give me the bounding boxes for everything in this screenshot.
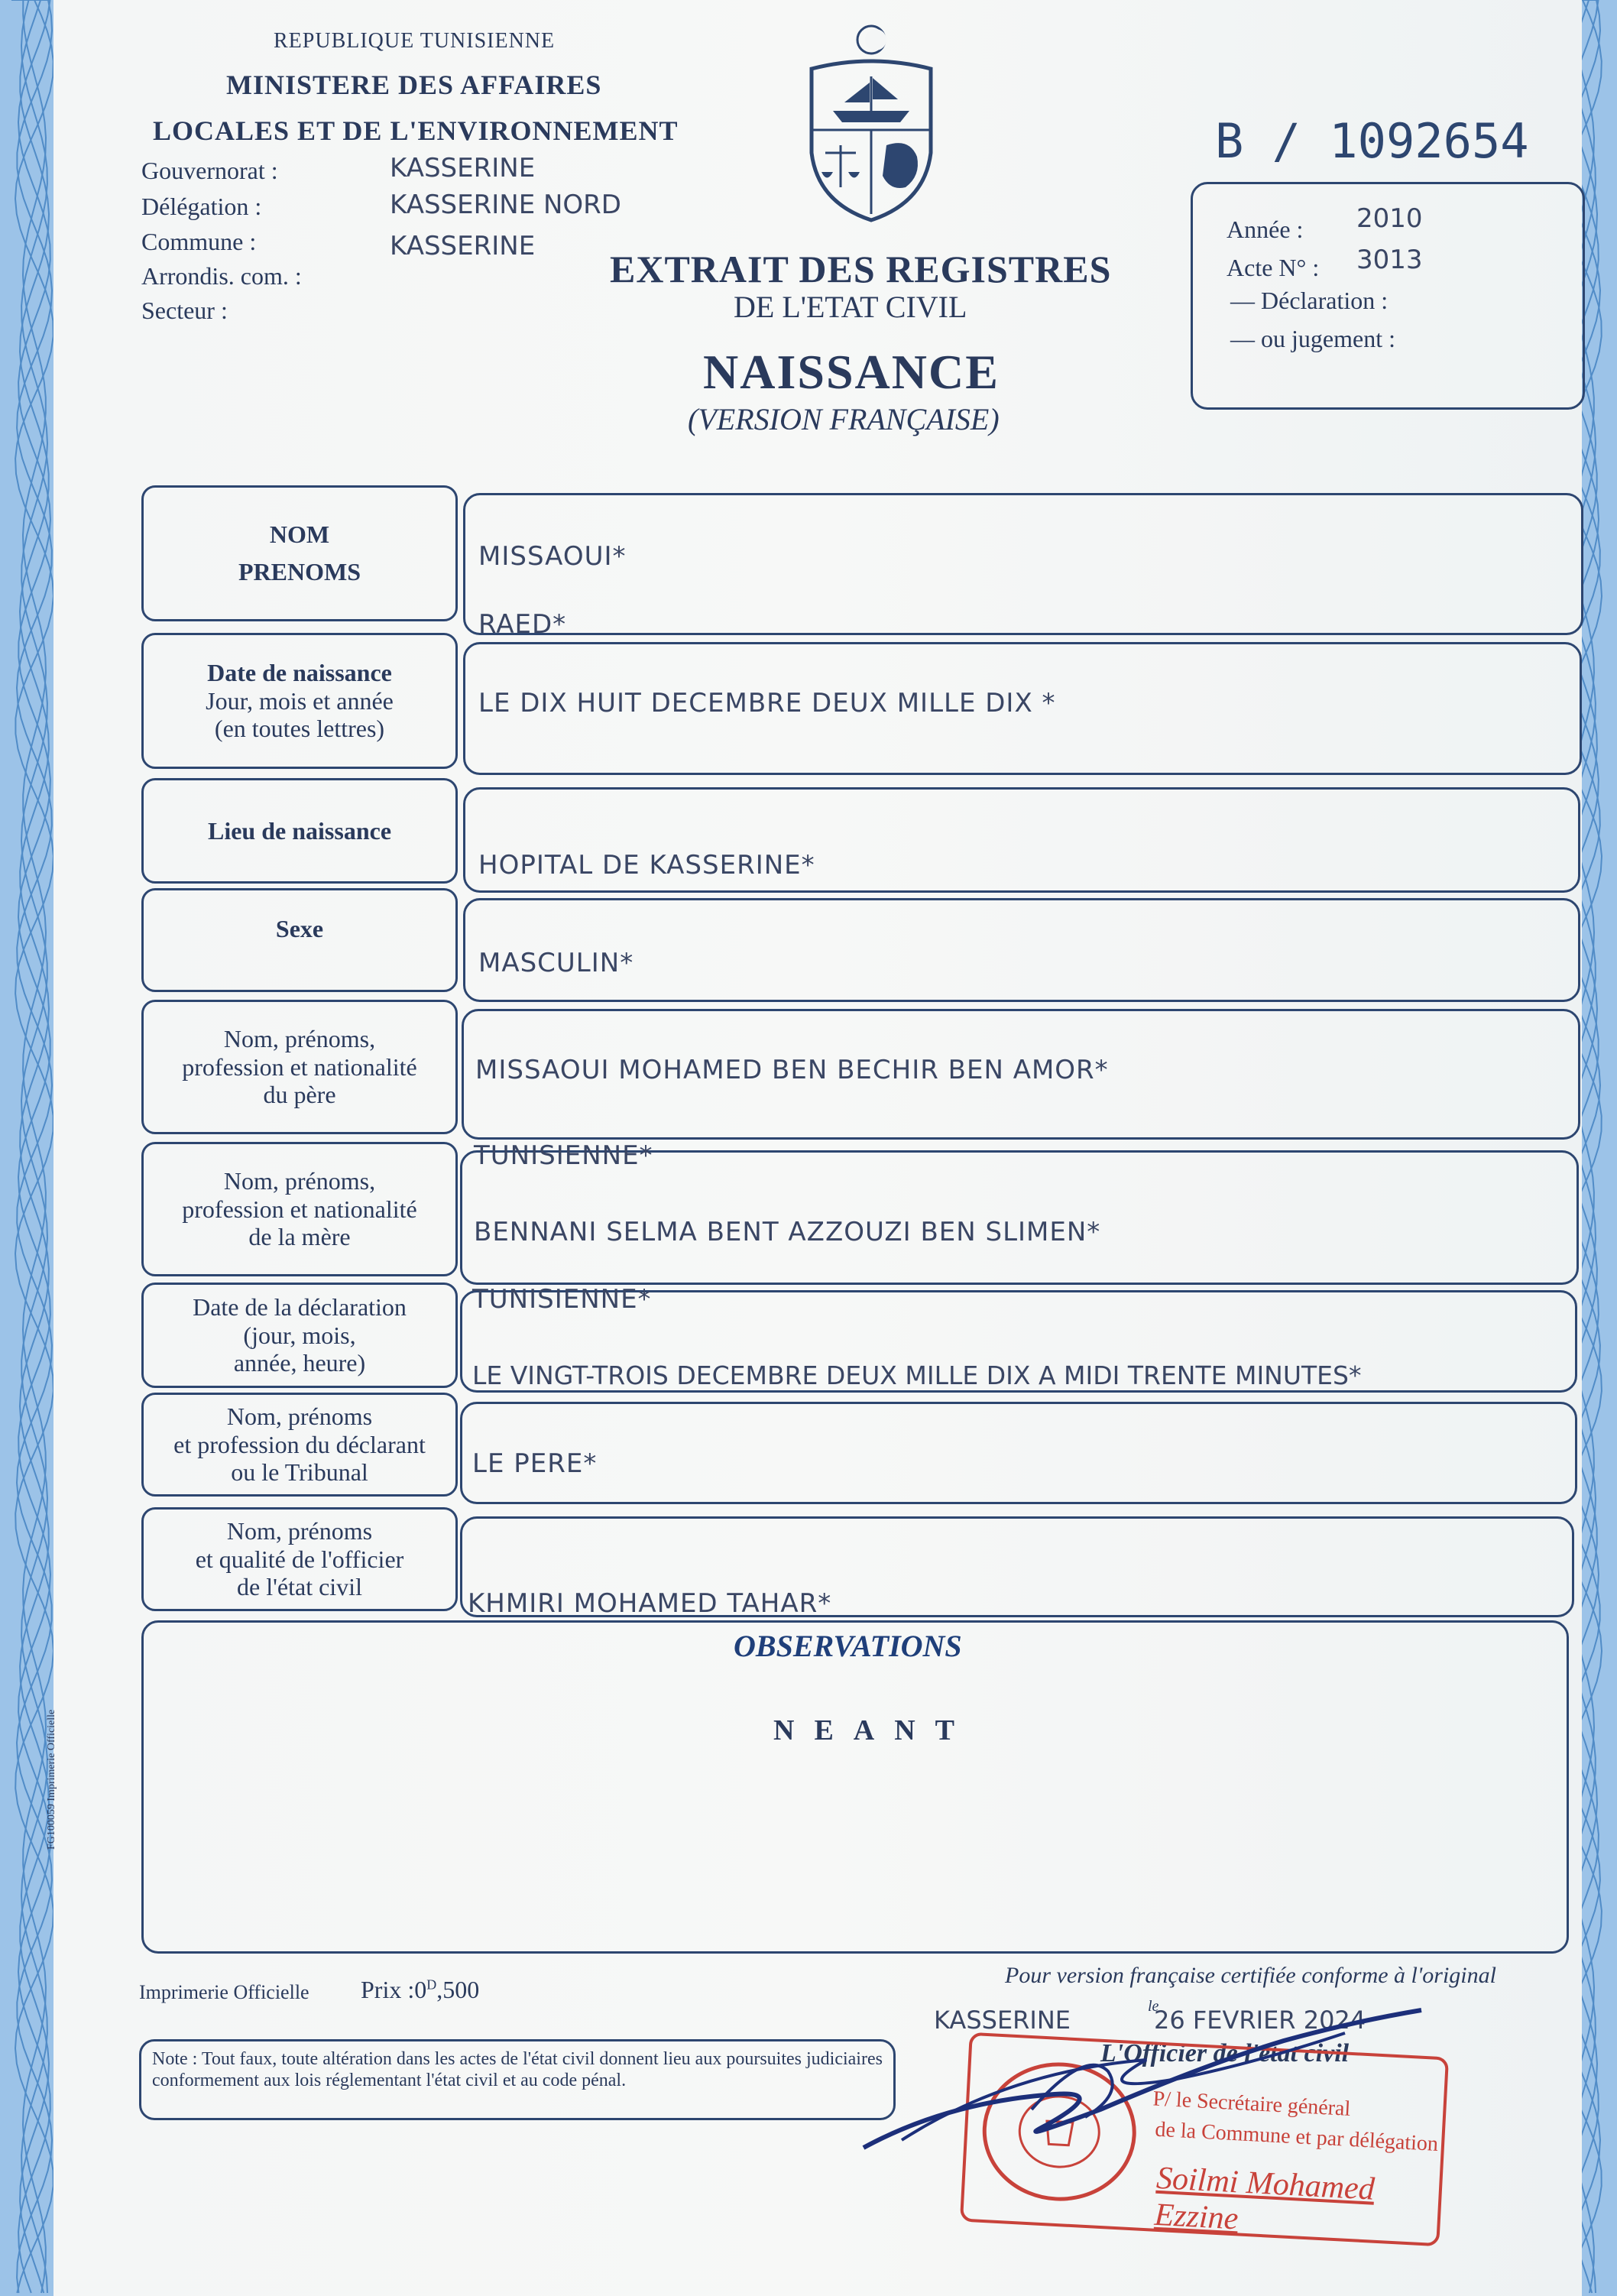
title-version: (VERSION FRANÇAISE)	[688, 402, 1000, 436]
coat-of-arms-icon	[802, 23, 940, 225]
acte-label: Acte N° :	[1227, 254, 1320, 281]
signature-icon	[856, 1987, 1437, 2171]
lieu-value: HOPITAL DE KASSERINE*	[478, 850, 815, 880]
pere-label-line2: profession et nationalité	[182, 1052, 417, 1081]
mere-nationalite: TUNISIENNE*	[472, 1284, 652, 1315]
decl-label-line3: année, heure)	[233, 1349, 366, 1377]
footer-date: 26 FEVRIER 2024	[1154, 2006, 1366, 2035]
officier-label-line2: et qualité de l'officier	[195, 1545, 404, 1573]
mere-label-line3: de la mère	[248, 1223, 351, 1251]
decl-label-line2: (jour, mois,	[243, 1321, 356, 1349]
declarant-label-line3: ou le Tribunal	[231, 1458, 368, 1487]
mere-label-line2: profession et nationalité	[182, 1195, 417, 1223]
declarant-label-line2: et profession du déclarant	[173, 1430, 426, 1458]
pere-nationalite: TUNISIENNE*	[474, 1140, 653, 1171]
label-sexe	[141, 888, 458, 992]
prix-label: Prix :0	[361, 1976, 427, 2003]
prenoms-label: PRENOMS	[238, 558, 361, 585]
prenoms-value: RAED*	[478, 609, 567, 640]
footer-city: KASSERINE	[934, 2006, 1071, 2035]
delegation-value: KASSERINE NORD	[390, 190, 621, 220]
arrondissement-label: Arrondis. com. :	[141, 262, 302, 290]
prix	[361, 1976, 479, 2004]
imprimerie-label: Imprimerie Officielle	[139, 1981, 309, 2003]
officier-label-line3: de l'état civil	[237, 1573, 362, 1601]
nom-label: NOM	[269, 520, 330, 549]
lieu-label: Lieu de naissance	[207, 816, 392, 845]
pere-label-line1: Nom, prénoms,	[223, 1024, 376, 1052]
serial-number: B / 1092654	[1215, 113, 1529, 169]
officier-signature-title: L'Officier de l'état civil	[1100, 2039, 1350, 2067]
title-etat-civil: DE L'ETAT CIVIL	[734, 290, 967, 324]
label-officier	[141, 1507, 458, 1611]
declaration-label: — Déclaration :	[1230, 287, 1389, 314]
prix-value: ,500	[436, 1976, 480, 2003]
stamp-line2: de la Commune et par délégation	[1154, 2117, 1439, 2157]
ministry-heading-line1: MINISTERE DES AFFAIRES	[226, 70, 602, 100]
officier-value: KHMIRI MOHAMED TAHAR*	[468, 1588, 832, 1619]
declarant-value: LE PERE*	[472, 1448, 598, 1479]
republic-heading: REPUBLIQUE TUNISIENNE	[274, 29, 556, 53]
label-pere	[141, 1000, 458, 1134]
label-mere	[141, 1142, 458, 1276]
certified-text: Pour version française certifiée conforme à l'original	[1005, 1963, 1496, 1988]
sexe-value: MASCULIN*	[478, 948, 634, 978]
decl-label-line1: Date de la déclaration	[193, 1292, 407, 1321]
label-date-declaration	[141, 1283, 458, 1388]
note-box	[139, 2039, 896, 2120]
observations-box	[141, 1620, 1569, 1954]
title-naissance: NAISSANCE	[703, 345, 1000, 399]
footer-le: le	[1148, 1998, 1159, 2015]
value-box-declarant	[460, 1402, 1577, 1504]
commune-value: KASSERINE	[390, 231, 536, 261]
stamp-line1: P/ le Secrétaire général	[1152, 2087, 1352, 2121]
value-box-nom	[463, 493, 1583, 635]
note-label: Note :	[152, 2049, 198, 2069]
jugement-label: — ou jugement :	[1230, 325, 1395, 352]
dob-label: Date de naissance	[207, 658, 392, 686]
sexe-label: Sexe	[275, 914, 324, 942]
label-lieu-naissance	[141, 778, 458, 884]
dob-value: LE DIX HUIT DECEMBRE DEUX MILLE DIX *	[478, 688, 1056, 718]
title-extrait: EXTRAIT DES REGISTRES	[610, 248, 1112, 290]
label-nom-prenoms	[141, 485, 458, 621]
ministry-heading-line2: LOCALES ET DE L'ENVIRONNEMENT	[153, 115, 679, 146]
commune-label: Commune :	[141, 228, 257, 255]
acte-value: 3013	[1356, 245, 1423, 275]
gouvernorat-value: KASSERINE	[390, 153, 536, 183]
prix-sup: D	[426, 1977, 437, 1993]
annee-label: Année :	[1227, 216, 1304, 243]
mere-value: BENNANI SELMA BENT AZZOUZI BEN SLIMEN*	[474, 1217, 1101, 1247]
pere-value: MISSAOUI MOHAMED BEN BECHIR BEN AMOR*	[475, 1055, 1109, 1085]
declarant-label-line1: Nom, prénoms	[226, 1402, 373, 1430]
pere-label-line3: du père	[263, 1081, 336, 1109]
stamp-name: Soilmi Mohamed Ezzine	[1153, 2160, 1376, 2237]
note-text: Tout faux, toute altération dans les actes de l'état civil donnent lieu aux poursuites judiciaires conformement aux lois réglementant l'état civil et au code pénal.	[152, 2049, 883, 2090]
observations-value: NEANT	[773, 1714, 975, 1746]
dob-sub1: Jour, mois et année	[206, 686, 394, 715]
nom-value: MISSAOUI*	[478, 541, 627, 572]
label-date-naissance	[141, 633, 458, 769]
gouvernorat-label: Gouvernorat :	[141, 157, 278, 184]
secteur-label: Secteur :	[141, 297, 228, 324]
side-print: FG100059 Imprimerie Officielle	[46, 1709, 57, 1850]
observations-title: OBSERVATIONS	[734, 1629, 962, 1663]
declaration-value: LE VINGT-TROIS DECEMBRE DEUX MILLE DIX A MIDI TRENTE MINUTES*	[472, 1360, 1362, 1390]
dob-sub2: (en toutes lettres)	[214, 715, 385, 743]
label-declarant	[141, 1393, 458, 1497]
officier-label-line1: Nom, prénoms	[226, 1516, 373, 1545]
annee-value: 2010	[1356, 203, 1423, 234]
mere-label-line1: Nom, prénoms,	[223, 1166, 376, 1195]
delegation-label: Délégation :	[141, 193, 262, 220]
